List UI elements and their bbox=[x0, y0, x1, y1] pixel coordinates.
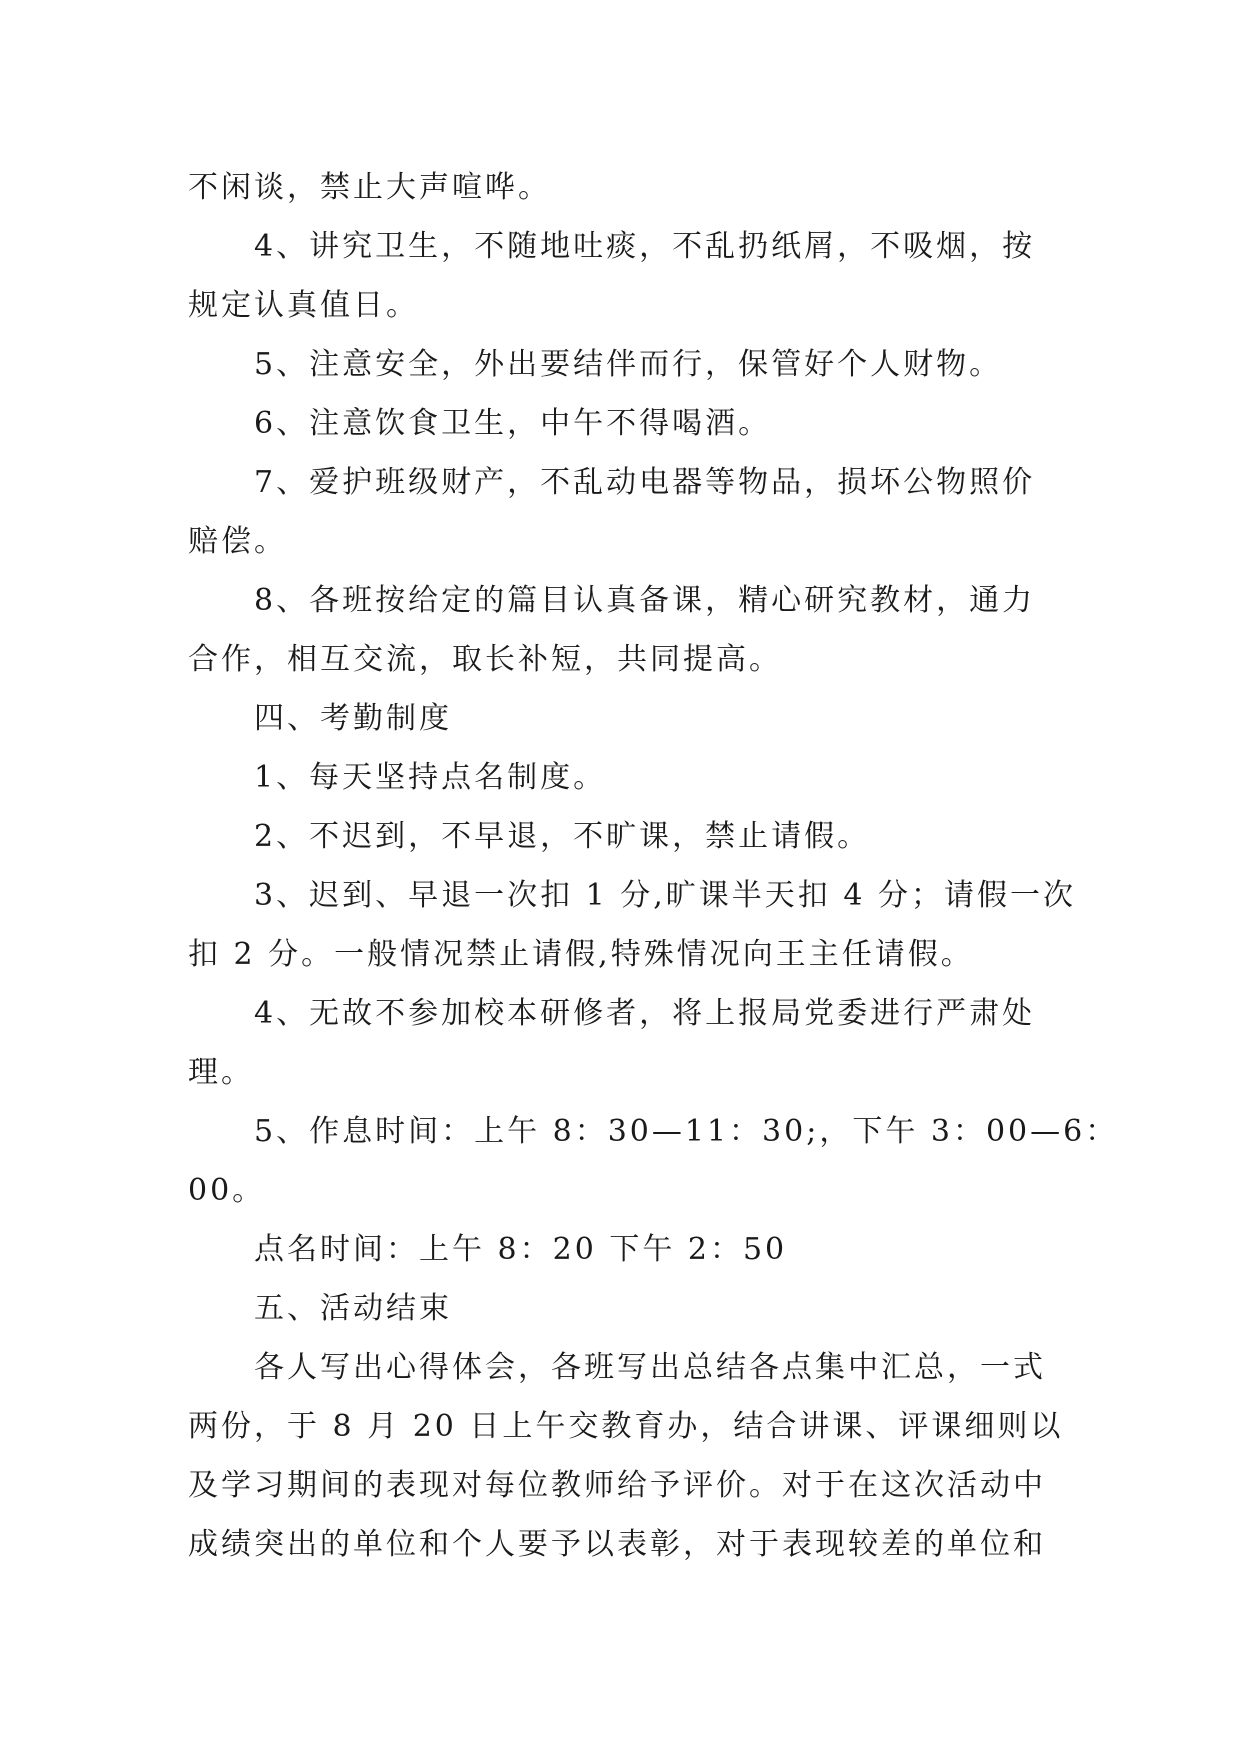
text-line: 8、各班按给定的篇目认真备课，精心研究教材，通力 bbox=[254, 583, 1036, 618]
text-line: 合作，相互交流，取长补短，共同提高。 bbox=[188, 642, 782, 677]
text-line: 2、不迟到，不早退，不旷课，禁止请假。 bbox=[254, 819, 871, 854]
text-line: 4、无故不参加校本研修者，将上报局党委进行严肃处 bbox=[254, 996, 1036, 1031]
text-line: 各人写出心得体会，各班写出总结各点集中汇总，一式 bbox=[254, 1350, 1046, 1385]
document-body bbox=[188, 158, 1119, 1574]
text-line: 规定认真值日。 bbox=[188, 288, 419, 323]
text-line: 及学习期间的表现对每位教师给予评价。对于在这次活动中 bbox=[188, 1468, 1046, 1503]
text-line: 两份，于 8 月 20 日上午交教育办，结合讲课、评课细则以 bbox=[188, 1409, 1064, 1444]
text-line: 成绩突出的单位和个人要予以表彰，对于表现较差的单位和 bbox=[188, 1527, 1046, 1562]
text-line: 4、讲究卫生，不随地吐痰，不乱扔纸屑，不吸烟，按 bbox=[254, 229, 1036, 264]
text-line: 5、作息时间：上午 8：30—11：30;，下午 3：00—6： bbox=[254, 1114, 1119, 1149]
text-line: 扣 2 分。一般情况禁止请假,特殊情况向王主任请假。 bbox=[188, 937, 974, 972]
text-line: 3、迟到、早退一次扣 1 分,旷课半天扣 4 分；请假一次 bbox=[254, 878, 1076, 913]
text-line: 点名时间：上午 8：20 下午 2：50 bbox=[254, 1232, 788, 1267]
text-line: 四、考勤制度 bbox=[254, 701, 452, 736]
text-line: 赔偿。 bbox=[188, 524, 287, 559]
text-line: 不闲谈，禁止大声喧哗。 bbox=[188, 170, 551, 205]
text-line: 1、每天坚持点名制度。 bbox=[254, 760, 607, 795]
text-line: 五、活动结束 bbox=[254, 1291, 452, 1326]
text-line: 6、注意饮食卫生，中午不得喝酒。 bbox=[254, 406, 772, 441]
text-line: 7、爱护班级财产，不乱动电器等物品，损坏公物照价 bbox=[254, 465, 1036, 500]
text-line: 00。 bbox=[188, 1173, 266, 1208]
text-line: 理。 bbox=[188, 1055, 254, 1090]
text-line: 5、注意安全，外出要结伴而行，保管好个人财物。 bbox=[254, 347, 1003, 382]
